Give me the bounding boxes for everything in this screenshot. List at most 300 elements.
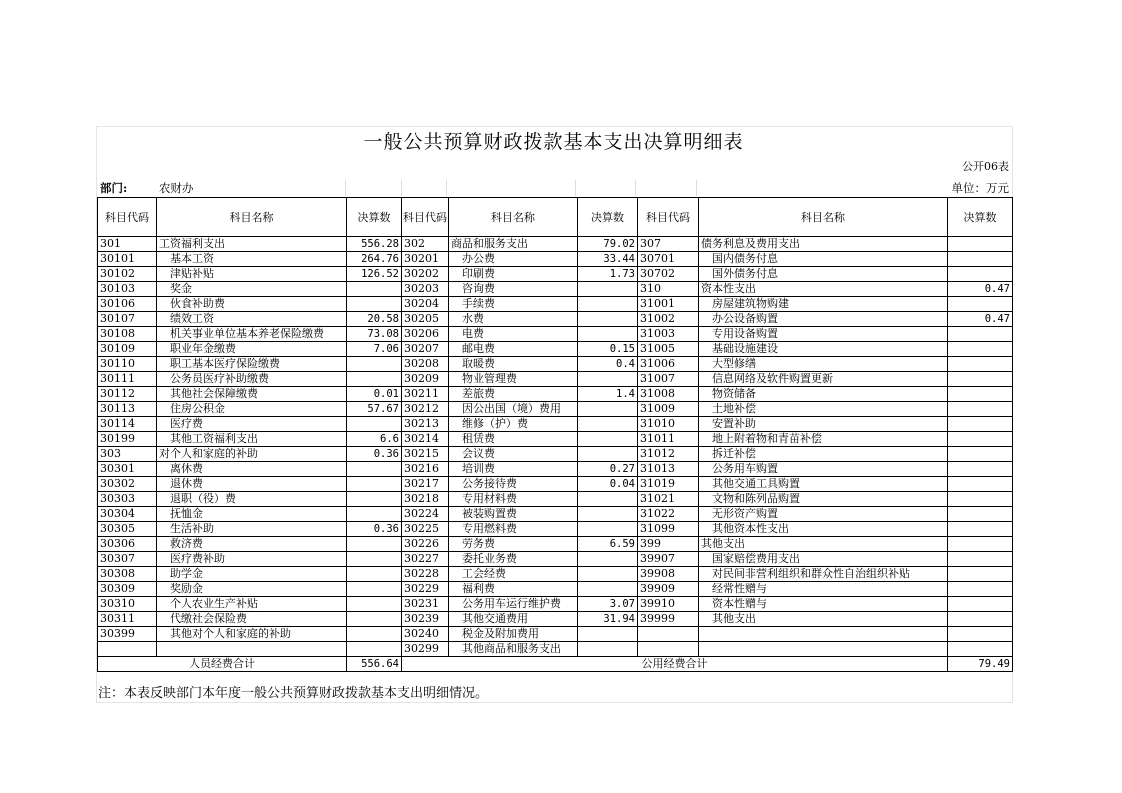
column-header: 科目代码 (638, 198, 699, 237)
table-row (98, 537, 1013, 552)
name-cell: 其他资本性支出 (699, 522, 948, 537)
divider (446, 180, 447, 196)
amount-cell (578, 627, 638, 642)
code-cell: 30207 (402, 342, 449, 357)
amount-cell (578, 492, 638, 507)
name-cell: 代缴社会保险费 (157, 612, 347, 627)
amount-cell (347, 462, 402, 477)
code-cell: 30224 (402, 507, 449, 522)
code-cell: 30304 (98, 507, 157, 522)
table-row (98, 597, 1013, 612)
name-cell: 维修（护）费 (449, 417, 578, 432)
name-cell: 其他对个人和家庭的补助 (157, 627, 347, 642)
name-cell: 培训费 (449, 462, 578, 477)
amount-cell (578, 282, 638, 297)
code-cell: 30106 (98, 297, 157, 312)
code-cell: 30226 (402, 537, 449, 552)
name-cell: 资本性支出 (699, 282, 948, 297)
table-row (98, 552, 1013, 567)
name-cell: 税金及附加费用 (449, 627, 578, 642)
amount-cell (578, 552, 638, 567)
name-cell: 国外债务付息 (699, 267, 948, 282)
name-cell: 医疗费补助 (157, 552, 347, 567)
code-cell: 303 (98, 447, 157, 462)
code-cell: 399 (638, 537, 699, 552)
code-cell: 30239 (402, 612, 449, 627)
table-row (98, 312, 1013, 327)
code-cell: 39908 (638, 567, 699, 582)
code-cell: 30108 (98, 327, 157, 342)
code-cell: 30308 (98, 567, 157, 582)
code-cell: 30101 (98, 252, 157, 267)
amount-cell (347, 297, 402, 312)
name-cell: 伙食补助费 (157, 297, 347, 312)
code-cell: 30209 (402, 372, 449, 387)
amount-cell (347, 282, 402, 297)
table-row (98, 282, 1013, 297)
code-cell: 30103 (98, 282, 157, 297)
table-row (98, 387, 1013, 402)
name-cell: 债务利息及费用支出 (699, 237, 948, 252)
code-cell: 30216 (402, 462, 449, 477)
code-cell: 30307 (98, 552, 157, 567)
table-row (98, 252, 1013, 267)
name-cell: 电费 (449, 327, 578, 342)
name-cell: 办公设备购置 (699, 312, 948, 327)
name-cell: 救济费 (157, 537, 347, 552)
amount-cell (347, 537, 402, 552)
name-cell: 会议费 (449, 447, 578, 462)
amount-cell: 1.4 (578, 387, 638, 402)
name-cell: 退休费 (157, 477, 347, 492)
column-header: 科目名称 (449, 198, 578, 237)
name-cell: 基本工资 (157, 252, 347, 267)
department-label: 部门: (100, 181, 128, 195)
divider (696, 180, 697, 196)
amount-cell (948, 252, 1013, 267)
code-cell: 301 (98, 237, 157, 252)
code-cell: 31001 (638, 297, 699, 312)
name-cell: 手续费 (449, 297, 578, 312)
name-cell: 公务接待费 (449, 477, 578, 492)
name-cell: 职业年金缴费 (157, 342, 347, 357)
footnote: 注：本表反映部门本年度一般公共预算财政拨款基本支出明细情况。 (98, 686, 489, 701)
code-cell: 30215 (402, 447, 449, 462)
name-cell: 其他社会保障缴费 (157, 387, 347, 402)
amount-cell: 79.02 (578, 237, 638, 252)
column-header: 决算数 (347, 198, 402, 237)
code-cell: 302 (402, 237, 449, 252)
name-cell: 拆迁补偿 (699, 447, 948, 462)
amount-cell (948, 582, 1013, 597)
code-cell: 30204 (402, 297, 449, 312)
name-cell: 退职（役）费 (157, 492, 347, 507)
name-cell: 职工基本医疗保险缴费 (157, 357, 347, 372)
name-cell: 抚恤金 (157, 507, 347, 522)
code-cell: 30109 (98, 342, 157, 357)
amount-cell: 3.07 (578, 597, 638, 612)
code-cell: 30229 (402, 582, 449, 597)
amount-cell (578, 372, 638, 387)
code-cell: 30218 (402, 492, 449, 507)
code-cell: 30702 (638, 267, 699, 282)
table-row (98, 627, 1013, 642)
divider (635, 180, 636, 196)
code-cell: 31002 (638, 312, 699, 327)
amount-cell (347, 567, 402, 582)
code-cell: 31012 (638, 447, 699, 462)
name-cell: 被装购置费 (449, 507, 578, 522)
amount-cell (578, 417, 638, 432)
name-cell: 工资福利支出 (157, 237, 347, 252)
column-header: 决算数 (578, 198, 638, 237)
column-header: 科目代码 (98, 198, 157, 237)
personnel-total-label: 人员经费合计 (98, 657, 347, 672)
page-title: 一般公共预算财政拨款基本支出决算明细表 (363, 131, 744, 153)
code-cell: 30213 (402, 417, 449, 432)
name-cell: 公务用车购置 (699, 462, 948, 477)
table-row (98, 297, 1013, 312)
code-cell: 30114 (98, 417, 157, 432)
amount-cell: 6.6 (347, 432, 402, 447)
name-cell: 个人农业生产补贴 (157, 597, 347, 612)
name-cell: 其他交通费用 (449, 612, 578, 627)
unit-label: 单位：万元 (951, 181, 1009, 195)
code-cell: 30303 (98, 492, 157, 507)
column-header: 科目代码 (402, 198, 449, 237)
code-cell: 30201 (402, 252, 449, 267)
name-cell: 专用材料费 (449, 492, 578, 507)
amount-cell: 0.27 (578, 462, 638, 477)
amount-cell (578, 312, 638, 327)
code-cell: 30227 (402, 552, 449, 567)
amount-cell: 0.36 (347, 447, 402, 462)
code-cell: 30306 (98, 537, 157, 552)
name-cell: 经常性赠与 (699, 582, 948, 597)
name-cell: 水费 (449, 312, 578, 327)
name-cell: 离休费 (157, 462, 347, 477)
department-row (97, 180, 1011, 196)
name-cell: 办公费 (449, 252, 578, 267)
code-cell: 30240 (402, 627, 449, 642)
table-header-row (98, 198, 1013, 237)
name-cell: 国内债务付息 (699, 252, 948, 267)
name-cell: 福利费 (449, 582, 578, 597)
code-cell: 39999 (638, 612, 699, 627)
code-cell: 30399 (98, 627, 157, 642)
public-total-value: 79.49 (948, 657, 1013, 672)
code-cell: 30311 (98, 612, 157, 627)
code-cell: 30299 (402, 642, 449, 657)
amount-cell (948, 492, 1013, 507)
name-cell: 奖励金 (157, 582, 347, 597)
name-cell: 邮电费 (449, 342, 578, 357)
code-cell: 30228 (402, 567, 449, 582)
amount-cell (948, 387, 1013, 402)
table-row (98, 357, 1013, 372)
amount-cell (948, 642, 1013, 657)
amount-cell (347, 372, 402, 387)
amount-cell (948, 627, 1013, 642)
divider (575, 180, 576, 196)
amount-cell: 7.06 (347, 342, 402, 357)
amount-cell: 6.59 (578, 537, 638, 552)
amount-cell (948, 237, 1013, 252)
amount-cell (578, 447, 638, 462)
department-name: 农财办 (159, 181, 194, 195)
name-cell: 物业管理费 (449, 372, 578, 387)
name-cell: 对民间非营利组织和群众性自治组织补贴 (699, 567, 948, 582)
name-cell: 安置补助 (699, 417, 948, 432)
code-cell: 31013 (638, 462, 699, 477)
code-cell: 31003 (638, 327, 699, 342)
table-row (98, 567, 1013, 582)
code-cell: 31007 (638, 372, 699, 387)
amount-cell: 0.47 (948, 282, 1013, 297)
amount-cell (578, 582, 638, 597)
public-total-label: 公用经费合计 (402, 657, 948, 672)
code-cell: 31022 (638, 507, 699, 522)
amount-cell: 73.08 (347, 327, 402, 342)
table-row (98, 477, 1013, 492)
code-cell: 30214 (402, 432, 449, 447)
amount-cell (578, 327, 638, 342)
code-cell: 39907 (638, 552, 699, 567)
amount-cell: 264.76 (347, 252, 402, 267)
name-cell: 商品和服务支出 (449, 237, 578, 252)
table-row (98, 522, 1013, 537)
code-cell: 30212 (402, 402, 449, 417)
amount-cell (347, 417, 402, 432)
name-cell: 津贴补贴 (157, 267, 347, 282)
name-cell: 文物和陈列品购置 (699, 492, 948, 507)
amount-cell (347, 627, 402, 642)
code-cell: 30309 (98, 582, 157, 597)
amount-cell (948, 567, 1013, 582)
name-cell: 差旅费 (449, 387, 578, 402)
name-cell: 基础设施建设 (699, 342, 948, 357)
amount-cell: 556.28 (347, 237, 402, 252)
amount-cell (948, 552, 1013, 567)
amount-cell: 0.47 (948, 312, 1013, 327)
code-cell: 39910 (638, 597, 699, 612)
amount-cell: 0.36 (347, 522, 402, 537)
name-cell: 资本性赠与 (699, 597, 948, 612)
table-row (98, 612, 1013, 627)
name-cell: 其他支出 (699, 537, 948, 552)
code-cell: 30203 (402, 282, 449, 297)
name-cell: 其他支出 (699, 612, 948, 627)
name-cell: 住房公积金 (157, 402, 347, 417)
code-cell: 30112 (98, 387, 157, 402)
name-cell: 公务员医疗补助缴费 (157, 372, 347, 387)
amount-cell (578, 642, 638, 657)
amount-cell: 31.94 (578, 612, 638, 627)
name-cell: 生活补助 (157, 522, 347, 537)
amount-cell (347, 357, 402, 372)
amount-cell (948, 402, 1013, 417)
code-cell: 307 (638, 237, 699, 252)
code-cell: 31019 (638, 477, 699, 492)
column-header: 科目名称 (699, 198, 948, 237)
name-cell: 专用设备购置 (699, 327, 948, 342)
code-cell: 30302 (98, 477, 157, 492)
table-row (98, 507, 1013, 522)
table-row (98, 432, 1013, 447)
name-cell: 房屋建筑物购建 (699, 297, 948, 312)
expenditure-table (97, 197, 1013, 672)
code-cell: 30231 (402, 597, 449, 612)
code-cell: 30102 (98, 267, 157, 282)
column-header: 科目名称 (157, 198, 347, 237)
name-cell: 地上附着物和青苗补偿 (699, 432, 948, 447)
amount-cell (347, 642, 402, 657)
table-row (98, 342, 1013, 357)
amount-cell (347, 477, 402, 492)
name-cell (157, 642, 347, 657)
table-row (98, 402, 1013, 417)
code-cell: 30202 (402, 267, 449, 282)
name-cell (699, 642, 948, 657)
table-row (98, 642, 1013, 657)
code-cell: 30206 (402, 327, 449, 342)
table-row (98, 417, 1013, 432)
amount-cell: 57.67 (347, 402, 402, 417)
personnel-total-value: 556.64 (347, 657, 402, 672)
code-cell (638, 627, 699, 642)
code-cell: 30701 (638, 252, 699, 267)
amount-cell (578, 507, 638, 522)
name-cell: 信息网络及软件购置更新 (699, 372, 948, 387)
name-cell: 医疗费 (157, 417, 347, 432)
table-row (98, 447, 1013, 462)
code-cell: 31006 (638, 357, 699, 372)
code-cell: 31011 (638, 432, 699, 447)
name-cell: 国家赔偿费用支出 (699, 552, 948, 567)
amount-cell (347, 597, 402, 612)
name-cell: 对个人和家庭的补助 (157, 447, 347, 462)
code-cell: 39909 (638, 582, 699, 597)
name-cell: 助学金 (157, 567, 347, 582)
name-cell: 公务用车运行维护费 (449, 597, 578, 612)
code-cell: 31009 (638, 402, 699, 417)
code-cell (98, 642, 157, 657)
amount-cell (948, 342, 1013, 357)
table-row (98, 237, 1013, 252)
amount-cell (948, 477, 1013, 492)
amount-cell (578, 567, 638, 582)
code-cell: 30107 (98, 312, 157, 327)
amount-cell (948, 597, 1013, 612)
amount-cell (948, 462, 1013, 477)
code-cell: 30225 (402, 522, 449, 537)
amount-cell (948, 372, 1013, 387)
name-cell: 租赁费 (449, 432, 578, 447)
name-cell: 因公出国（境）费用 (449, 402, 578, 417)
amount-cell (948, 522, 1013, 537)
amount-cell (948, 432, 1013, 447)
code-cell: 30310 (98, 597, 157, 612)
code-cell: 30111 (98, 372, 157, 387)
table-row (98, 582, 1013, 597)
table-row (98, 372, 1013, 387)
form-code: 公开06表 (962, 160, 1009, 173)
amount-cell (948, 267, 1013, 282)
column-header: 决算数 (948, 198, 1013, 237)
code-cell: 30211 (402, 387, 449, 402)
name-cell: 绩效工资 (157, 312, 347, 327)
amount-cell (948, 612, 1013, 627)
amount-cell (948, 537, 1013, 552)
amount-cell (347, 612, 402, 627)
amount-cell: 126.52 (347, 267, 402, 282)
code-cell: 30205 (402, 312, 449, 327)
amount-cell (347, 552, 402, 567)
table-row (98, 462, 1013, 477)
divider (401, 180, 402, 196)
amount-cell (347, 507, 402, 522)
name-cell: 机关事业单位基本养老保险缴费 (157, 327, 347, 342)
code-cell: 30208 (402, 357, 449, 372)
code-cell: 31010 (638, 417, 699, 432)
amount-cell (948, 327, 1013, 342)
table-row (98, 327, 1013, 342)
amount-cell (948, 297, 1013, 312)
amount-cell (578, 297, 638, 312)
divider (345, 180, 346, 196)
amount-cell: 33.44 (578, 252, 638, 267)
amount-cell (347, 582, 402, 597)
code-cell: 310 (638, 282, 699, 297)
amount-cell (347, 492, 402, 507)
amount-cell (948, 507, 1013, 522)
amount-cell: 0.04 (578, 477, 638, 492)
amount-cell: 1.73 (578, 267, 638, 282)
name-cell: 其他商品和服务支出 (449, 642, 578, 657)
code-cell: 31005 (638, 342, 699, 357)
name-cell: 其他工资福利支出 (157, 432, 347, 447)
table-row (98, 267, 1013, 282)
name-cell: 其他交通工具购置 (699, 477, 948, 492)
totals-row (98, 657, 1013, 672)
amount-cell (948, 417, 1013, 432)
name-cell: 委托业务费 (449, 552, 578, 567)
name-cell: 大型修缮 (699, 357, 948, 372)
amount-cell (578, 522, 638, 537)
name-cell: 土地补偿 (699, 402, 948, 417)
amount-cell: 0.4 (578, 357, 638, 372)
name-cell: 无形资产购置 (699, 507, 948, 522)
name-cell: 印刷费 (449, 267, 578, 282)
code-cell: 30305 (98, 522, 157, 537)
code-cell: 30113 (98, 402, 157, 417)
table-row (98, 492, 1013, 507)
amount-cell (578, 402, 638, 417)
code-cell (638, 642, 699, 657)
amount-cell (948, 357, 1013, 372)
name-cell: 工会经费 (449, 567, 578, 582)
amount-cell: 0.01 (347, 387, 402, 402)
name-cell: 咨询费 (449, 282, 578, 297)
code-cell: 31008 (638, 387, 699, 402)
name-cell: 物资储备 (699, 387, 948, 402)
code-cell: 31021 (638, 492, 699, 507)
amount-cell: 0.15 (578, 342, 638, 357)
amount-cell (578, 432, 638, 447)
code-cell: 30199 (98, 432, 157, 447)
name-cell: 劳务费 (449, 537, 578, 552)
name-cell: 专用燃料费 (449, 522, 578, 537)
